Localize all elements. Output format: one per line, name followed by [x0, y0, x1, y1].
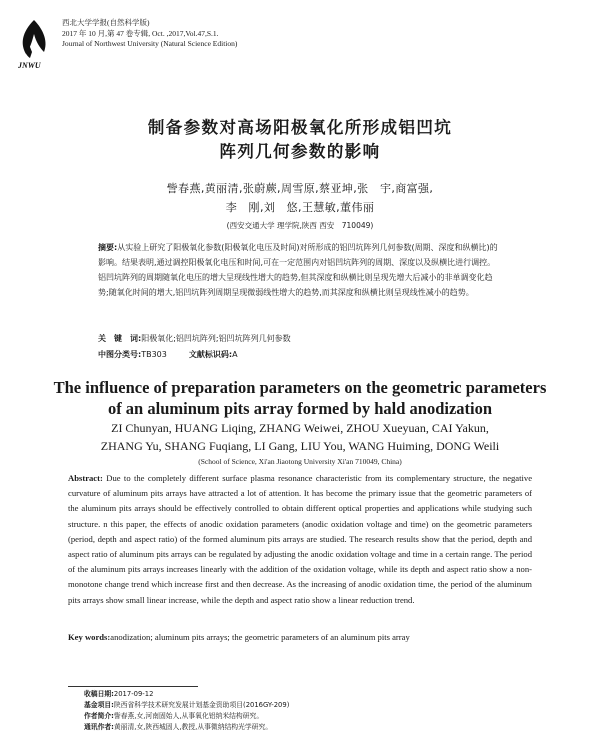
footnote-received: [84, 688, 153, 698]
footnote-corresponding: [84, 721, 272, 731]
received-label: 收稿日期:: [84, 690, 114, 698]
abstract-cn: [98, 240, 498, 300]
keywords-cn-label: 关 键 词:: [98, 334, 142, 343]
clc-label: 中图分类号:: [98, 350, 142, 359]
fund-value: 陕西省科学技术研究发展计划基金资助项目(2016GY-209): [113, 701, 290, 709]
authors-en-line2: ZHANG Yu, SHANG Fuqiang, LI Gang, LIU You, WANG Huiming, DONG Weili: [100, 439, 500, 453]
footnote-fund: [84, 699, 289, 709]
fund-label: 基金项目:: [84, 701, 114, 709]
affiliation-cn: (西安交通大学 理学院,陕西 西安 710049): [226, 221, 374, 230]
title-en-line1: The influence of preparation parameters on the geometric parameters: [53, 378, 547, 397]
footnote-author: [84, 710, 263, 720]
title-cn-line2: 阵列几何参数的影响: [219, 142, 381, 161]
keywords-cn: [98, 333, 291, 344]
corresponding-value: 黄丽清,女,陕西城固人,教授,从事微纳结构光学研究。: [113, 723, 273, 731]
journal-name-en: Journal of Northwest University (Natural Science Edition): [62, 39, 238, 48]
keywords-en: [68, 632, 410, 642]
abstract-en: [68, 471, 532, 608]
abstract-en-label: Abstract:: [68, 473, 103, 483]
classification: [98, 349, 238, 360]
keywords-en-text: anodization; aluminum pits arrays; the geometric parameters of an aluminum pits array: [110, 632, 410, 642]
authors-en-line1: ZI Chunyan, HUANG Liqing, ZHANG Weiwei, ZHOU Xueyuan, CAI Yakun,: [111, 421, 489, 435]
abstract-en-text: Due to the completely different surface plasma resonance characteristic from its complementary structure, the negative curvature of aluminum pits arrays have attracted a lot of attention. It has become the primary issue that the geometric parameters of the aluminum pits arrays should be effectively controlled to obtain different optical properties and applications while studying such structure. n this paper, the effects of anodic oxidation parameters (anodic oxidation voltage and time) on the geometric parameters (period, depth and aspect ratio) of the formed aluminum pits arrays are studied. The research results show that the period, depth and aspect ratio of aluminum pits arrays can be regulated by adjusting the anodic oxidation voltage and time in a certain range. The period of the aluminum pits arrays increases linearly with the addition of the oxidation voltage, while its depth and aspect ratio show a non-monotone change trend which increase first and then decrease. As the increasing of anodic oxidation time, the period of the aluminum pits arrays show small linear increase, while the depth and aspect ratio show a linear reduction trend.: [68, 473, 533, 605]
authors-cn-line2: 李 刚,刘 悠,王慧敏,董伟丽: [225, 201, 375, 214]
authors-cn-line1: 訾春燕,黄丽清,张蔚蕨,周雪原,蔡亚坤,张 宇,商富强,: [166, 182, 434, 195]
journal-logo-icon: [12, 18, 56, 70]
keywords-cn-text: 阳极氧化;铝凹坑阵列;铝凹坑阵列几何参数: [141, 334, 291, 343]
footnote-divider: [68, 686, 198, 687]
keywords-en-label: Key words:: [68, 632, 111, 642]
author-bio-value: 訾春燕,女,河南固始人,从事氧化铝纳米结构研究。: [113, 712, 264, 720]
abstract-cn-label: 摘要:: [98, 243, 118, 252]
abstract-cn-text: 从实验上研究了阳极氧化参数(阳极氧化电压及时间)对所形成的铝凹坑阵列几何参数(周期、深度和纵横比)的影响。结果表明,通过调控阳极氧化电压和时间,可在一定范围内对铝凹坑阵列的周期、深度以及纵横比进行调控。铝凹坑阵列的周期随氧化电压的增大呈现线性增大的趋势,但其深度和纵横比则呈现先增大后减小的非单调变化趋势;随氧化时间的增大,铝凹坑阵列周期呈现微弱线性增大的趋势,而其深度和纵横比则呈现线性减小的趋势。: [98, 243, 498, 297]
journal-issue: 2017 年 10 月,第 47 卷专辑, Oct. ,2017,Vol.47,S.1.: [62, 28, 219, 38]
title-cn-line1: 制备参数对高场阳极氧化所形成铝凹坑: [147, 118, 453, 137]
corresponding-label: 通讯作者:: [84, 723, 114, 731]
received-value: 2017-09-12: [113, 690, 154, 698]
affiliation-en: (School of Science, Xi'an Jiaotong University Xi'an 710049, China): [198, 457, 402, 466]
journal-header: [18, 18, 562, 70]
logo-text: JNWU: [18, 61, 41, 70]
author-bio-label: 作者简介:: [84, 712, 114, 720]
doc-code-value: A: [232, 350, 238, 359]
doc-code-label: 文献标识码:: [188, 350, 233, 359]
clc-value: TB303: [141, 350, 167, 359]
journal-name-cn: 西北大学学报(自然科学版): [62, 18, 150, 27]
title-en-line2: of an aluminum pits array formed by hald anodization: [107, 399, 493, 418]
